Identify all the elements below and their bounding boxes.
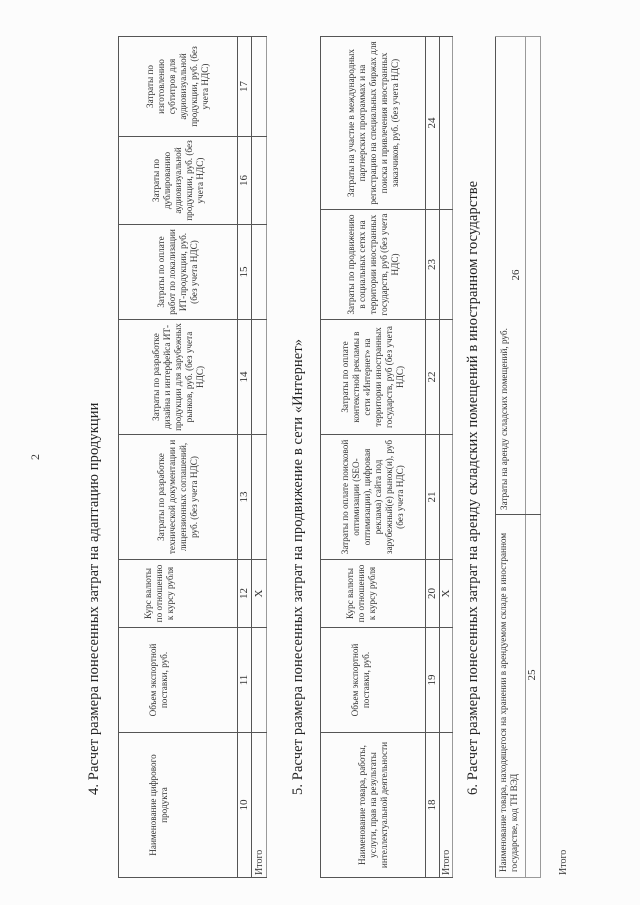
s4-col-number: 11 [238,674,250,686]
s6-total-label: Итого [558,849,569,875]
s4-col-number: 15 [238,266,250,278]
section4-title: 4. Расчет размера понесенных затрат на адаптацию продукции [86,402,102,795]
page-number: 2 [28,454,42,460]
s6-header-stored-goods: Наименование товара, находящегося на хранении в арендуемом складе в иностранном государстве, код ТН ВЭД [498,532,519,872]
s4-col-number: 12 [238,588,250,599]
s5-col-number: 21 [426,491,438,503]
s4-col-number: 14 [238,371,250,383]
s5-header-exchange-rate: Курс валюты по отношению к курсу рубля [344,564,377,623]
s4-header-exchange-rate: Курс валюты по отношению к курсу рубля [142,564,175,623]
s4-header-product-name: Наименование цифрового продукта [148,754,169,856]
s6-header-warehouse-rent-costs: Затраты на аренду складских помещений, руб. [498,328,509,510]
section6-title: 6. Расчет размера понесенных затрат на аренду складских помещений в иностранном государстве [465,180,481,795]
s5-header-social-media-costs: Затраты по продвижению в социальных сетях на территории иностранных государств, руб (без учета НДС) [345,213,400,316]
s4-col-number: 13 [238,491,250,503]
s4-col-number: 16 [238,175,250,186]
s4-header-dubbing-costs: Затраты по дублированию аудиовизуальной продукции, руб. (без учета НДС) [150,140,205,221]
s4-header-export-volume: Объем экспортной поставки, руб. [148,643,169,717]
s4-header-design-costs: Затраты по разработке дизайна и интерфейса ИТ-продукции для зарубежных рынков, руб. (без учета НДС) [150,323,205,431]
s5-total-label: Итого [441,849,452,875]
s4-header-subtitles-costs: Затраты по изготовлению субтитров для аудиовизуальной продукции, руб. (без учета НДС) [145,46,210,127]
s5-col-number: 20 [426,588,438,599]
s4-total-cross-mark: X [253,589,265,598]
s5-col-number: 22 [426,371,438,383]
s6-col-number: 26 [510,269,522,281]
s4-col-number: 10 [238,799,250,811]
s5-col-number: 19 [426,674,438,686]
s5-header-seo-costs: Затраты по оплате поисковой оптимизации (SEO-оптимизации), цифровая реклама) сайта под зарубежный(е) рынок(и), руб (без учета НДС) [340,439,405,555]
s5-header-partner-programs-costs: Затраты на участие в международных партнерских программах и на регистрацию на специальных биржах для поиска и привлечения иностранных заказчиков, руб. (без учета НДС) [345,41,400,205]
s5-header-context-ads-costs: Затраты по оплате контекстной рекламы в сети «Интернет» на территории иностранных государств, руб (без учета НДС) [340,326,405,428]
s5-header-export-volume: Объем экспортной поставки, руб. [350,643,371,717]
s5-total-cross-mark: X [440,589,452,598]
section5-title: 5. Расчет размера понесенных затрат на продвижение в сети «Интернет» [290,338,306,795]
s6-col-number: 25 [526,669,538,681]
s5-col-number: 24 [426,117,438,129]
s5-header-goods-name: Наименование товара, работы, услуги, прав на результаты интеллектуальной деятельности [356,741,389,869]
s5-col-number: 23 [426,259,438,270]
s4-header-tech-docs-costs: Затраты по разработке технической документации и лицензионных соглашений, руб. (без учета НДС) [156,439,199,555]
s4-col-number: 17 [238,81,250,92]
s4-total-label: Итого [254,849,265,875]
s4-header-localization-costs: Затраты по оплате работ по локализации ИТ-продукции, руб. (без учета НДС) [156,229,199,315]
s5-col-number: 18 [426,799,438,811]
